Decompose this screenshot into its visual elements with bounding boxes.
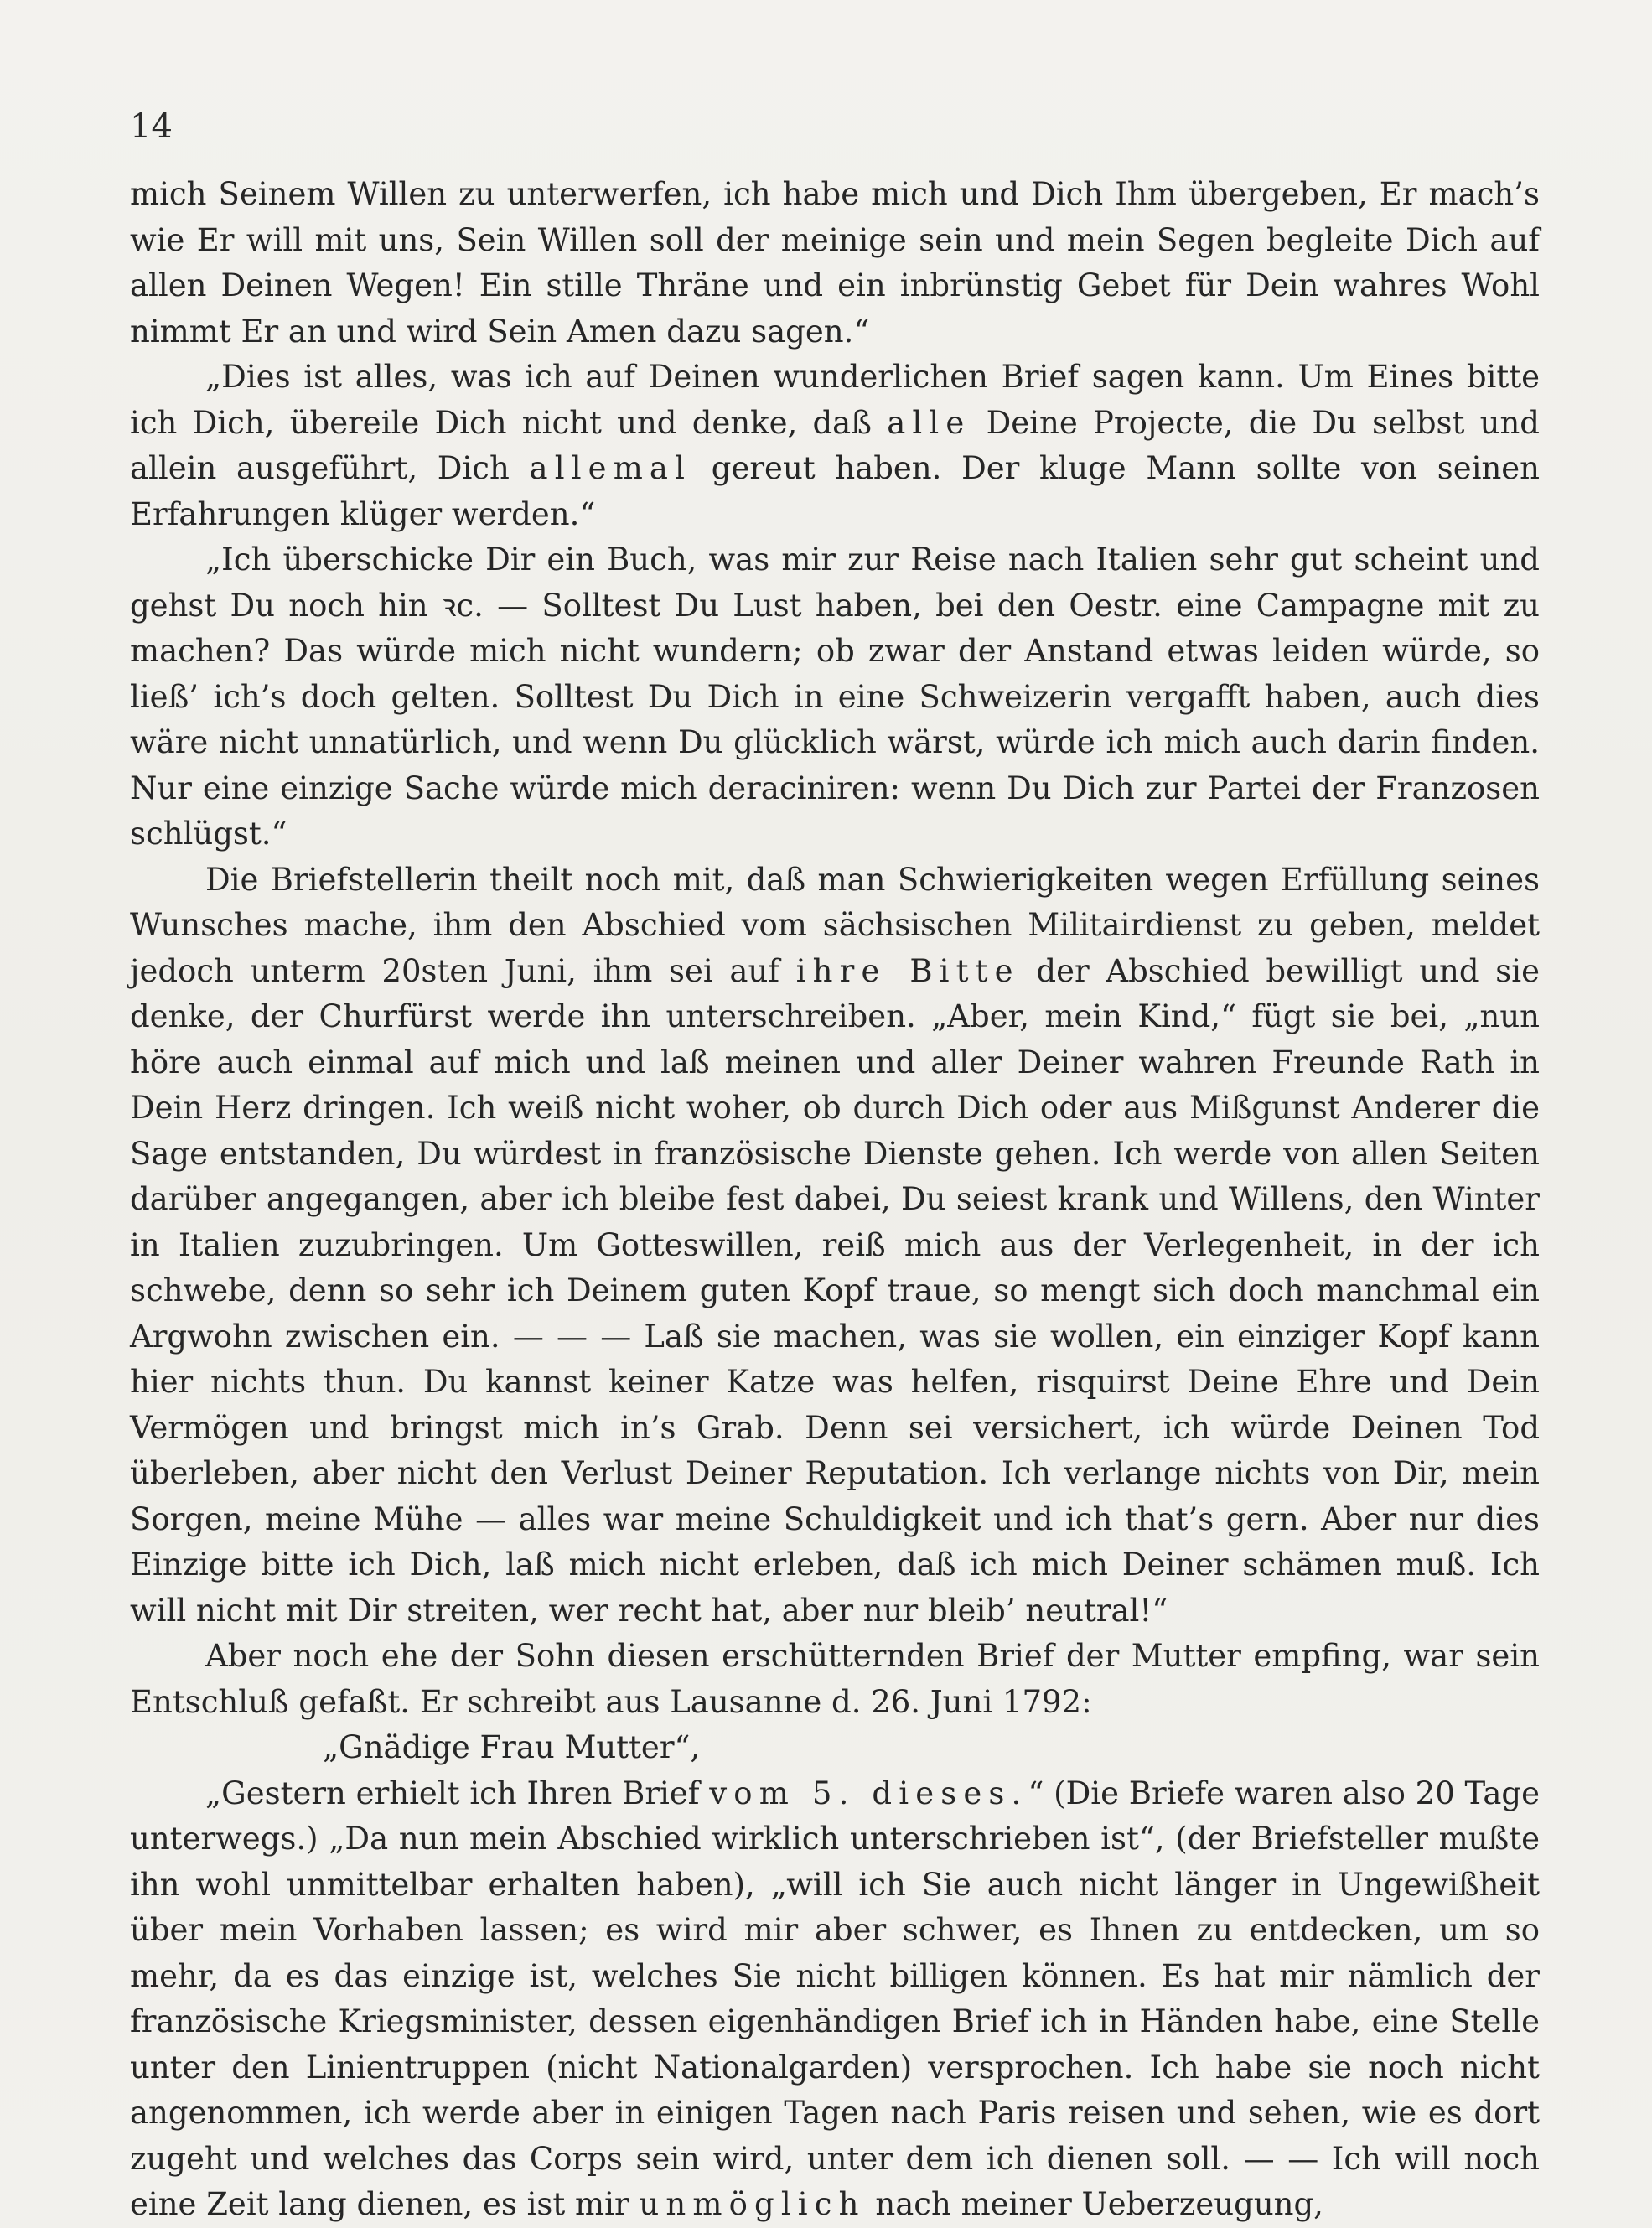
paragraph-7-text-e: nach meiner Ueberzeugung, xyxy=(865,2186,1323,2222)
paragraph-4-text-c: der Abschied bewilligt und sie denke, der Churfürst werde ihn unterschreiben. „Aber, mein Kind,“ fügt sie bei, „nun höre auch einmal auf mich und laß meinen und aller Deiner wahren Freunde Rath in Dein Herz dringen. Ich weiß nicht woher, ob durch Dich oder aus Mißgunst Anderer die Sage entstanden, Du würdest in französische Dienste gehen. Ich werde von allen Seiten darüber angegangen, aber ich bleibe fest dabei, Du seiest krank und Willens, den Winter in Italien zuzubringen. Um Gotteswillen, reiß mich aus der Verlegenheit, in der ich schwebe, denn so sehr ich Deinem guten Kopf traue, so mengt sich doch manchmal ein Argwohn zwischen ein. — — — Laß sie machen, was sie wollen, ein einziger Kopf kann hier nichts thun. Du kannst keiner Katze was helfen, risquirst Deine Ehre und Dein Vermögen und bringst mich in’s Grab. Denn sei versichert, ich würde Deinen Tod überleben, aber nicht den Verlust Deiner Reputation. Ich verlange nichts von Dir, mein Sorgen, meine Mühe — alles war meine Schuldigkeit und ich that’s gern. Aber nur dies Einzige bitte ich Dich, laß mich nicht erleben, daß ich mich Deiner schämen muß. Ich will nicht mit Dir streiten, wer recht hat, aber nur bleib’ neutral!“ xyxy=(130,952,1540,1629)
paragraph-5: Aber noch ehe der Sohn diesen erschütternden Brief der Mutter empfing, war sein Entschluß gefaßt. Er schreibt aus Lausanne d. 26. Juni 1792: xyxy=(130,1638,1540,1720)
paragraph-4-text-a: Die Briefstellerin theilt noch mit, daß man Schwierigkeiten wegen Erfüllung seines Wunsches mache, ihm den Abschied vom sächsischen Militairdienst zu geben, meldet jedoch unterm 20sten Juni, ihm sei auf xyxy=(130,861,1540,989)
paragraph-4-emphasis: ihre Bitte xyxy=(795,952,1020,989)
paragraph-7-text-c: “ (Die Briefe waren also 20 Tage unterwegs.) „Da nun mein Abschied wirklich unterschrieben ist“, (der Briefsteller mußte ihn wohl unmittelbar erhalten haben), „will ich Sie auch nicht länger in Ungewißheit über mein Vorhaben lassen; es wird mir aber schwer, es Ihnen zu entdecken, um so mehr, da es das einzige ist, welches Sie nicht billigen können. Es hat mir nämlich der französische Kriegsminister, dessen eigenhändigen Brief ich in Händen habe, eine Stelle unter den Linientruppen (nicht Nationalgarden) versprochen. Ich habe sie noch nicht angenommen, ich werde aber in einigen Tagen nach Paris reisen und sehen, wie es dort zugeht und welches das Corps sein wird, unter dem ich dienen soll. — — Ich will noch eine Zeit lang dienen, es ist mir xyxy=(130,1775,1540,2222)
paragraph-2-text-c: Deine Projecte, die Du selbst und allein ausgeführt, Dich xyxy=(130,404,1540,486)
paragraph-4 xyxy=(130,858,1540,1635)
paragraph-2 xyxy=(130,355,1540,537)
paragraph-7-emphasis-date: vom 5. dieses. xyxy=(709,1775,1028,1811)
paragraph-2-emphasis-alle: alle xyxy=(887,404,971,441)
body-text xyxy=(130,172,1540,2228)
paragraph-2-text-a: „Dies ist alles, was ich auf Deinen wunderlichen Brief sagen kann. Um Eines bitte ich Dich, übereile Dich nicht und denke, daß xyxy=(130,359,1540,441)
page-number: 14 xyxy=(130,107,173,146)
paragraph-7 xyxy=(130,1771,1540,2228)
letter-salutation: „Gnädige Frau Mutter“, xyxy=(323,1729,701,1765)
paragraph-7-text-a: „Gestern erhielt ich Ihren Brief xyxy=(205,1775,710,1811)
paragraph-3: „Ich überschicke Dir ein Buch, was mir zur Reise nach Italien sehr gut scheint und gehst Du noch hin ꝛc. — Solltest Du Lust haben, bei den Oestr. eine Campagne mit zu machen? Das würde mich nicht wundern; ob zwar der Anstand etwas leiden würde, so ließ’ ich’s doch gelten. Solltest Du Dich in eine Schweizerin vergafft haben, auch dies wäre nicht unnatürlich, und wenn Du glücklich wärst, würde ich mich auch darin finden. Nur eine einzige Sache würde mich deraciniren: wenn Du Dich zur Partei der Franzosen schlügst.“ xyxy=(130,541,1540,852)
paragraph-2-emphasis-allemal: allemal xyxy=(529,450,692,486)
paragraph-2-text-e: gereut haben. Der kluge Mann sollte von seinen Erfahrungen klüger werden.“ xyxy=(130,450,1540,532)
paragraph-1: mich Seinem Willen zu unterwerfen, ich habe mich und Dich Ihm übergeben, Er mach’s wie Er will mit uns, Sein Willen soll der meinige sein und mein Segen begleite Dich auf allen Deinen Wegen! Ein stille Thräne und ein inbrünstig Gebet für Dein wahres Wohl nimmt Er an und wird Sein Amen dazu sagen.“ xyxy=(130,176,1540,350)
paragraph-7-emphasis-unmoeglich: unmöglich xyxy=(639,2186,866,2222)
